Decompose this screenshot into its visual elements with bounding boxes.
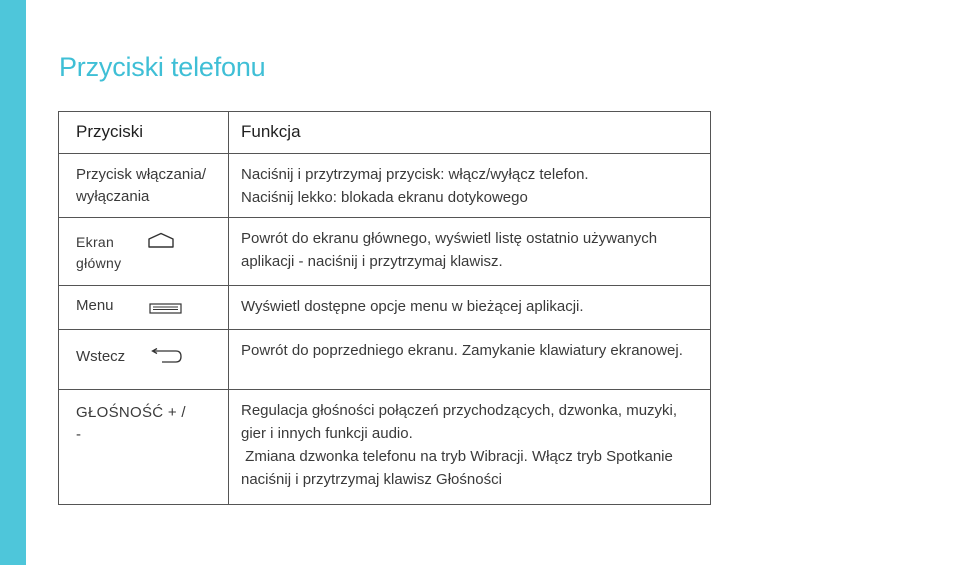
menu-icon	[149, 303, 183, 315]
button-cell	[59, 218, 229, 286]
button-cell	[59, 390, 229, 505]
function-text: Wyświetl dostępne opcje menu w bieżącej aplikacji.	[241, 298, 584, 315]
header-buttons: Przyciski	[59, 112, 229, 154]
function-text: Regulacja głośności połączeń przychodzących, dzwonka, muzyki, gier i innych funkcji audio.	[241, 402, 678, 442]
button-name: GŁOŚNOŚĆ + / -	[76, 404, 186, 443]
function-text: Naciśnij lekko: blokada ekranu dotykowego	[241, 189, 528, 206]
table-row	[59, 286, 711, 330]
table-row	[59, 390, 711, 505]
function-cell	[229, 154, 711, 218]
table-row	[59, 330, 711, 390]
header-function: Funkcja	[229, 112, 711, 154]
side-accent-bar	[0, 0, 26, 565]
button-name: Przycisk włączania/ wyłączania	[76, 166, 207, 205]
button-cell	[59, 330, 229, 390]
function-text: Zmiana dzwonka telefonu na tryb Wibracji. Włącz tryb Spotkanie naciśnij i przytrzymaj klawisz Głośności	[241, 448, 678, 488]
table-row	[59, 218, 711, 286]
table-header-row	[59, 112, 711, 154]
button-name: Ekran główny	[76, 234, 122, 271]
function-cell	[229, 390, 711, 505]
button-cell	[59, 154, 229, 218]
back-arrow-icon	[148, 348, 184, 364]
function-cell	[229, 286, 711, 330]
function-cell	[229, 330, 711, 390]
function-text: Powrót do poprzedniego ekranu. Zamykanie klawiatury ekranowej.	[241, 342, 683, 359]
buttons-table	[58, 111, 711, 505]
table-row	[59, 154, 711, 218]
function-text: Naciśnij i przytrzymaj przycisk: włącz/wyłącz telefon.	[241, 166, 589, 183]
button-name: Wstecz	[76, 348, 126, 365]
function-cell	[229, 218, 711, 286]
button-name: Menu	[76, 297, 114, 314]
function-text: Powrót do ekranu głównego, wyświetl listę ostatnio używanych aplikacji - naciśnij i przytrzymaj klawisz.	[241, 230, 658, 270]
page-title: Przyciski telefonu	[59, 52, 266, 82]
home-icon	[147, 232, 175, 248]
button-cell	[59, 286, 229, 330]
